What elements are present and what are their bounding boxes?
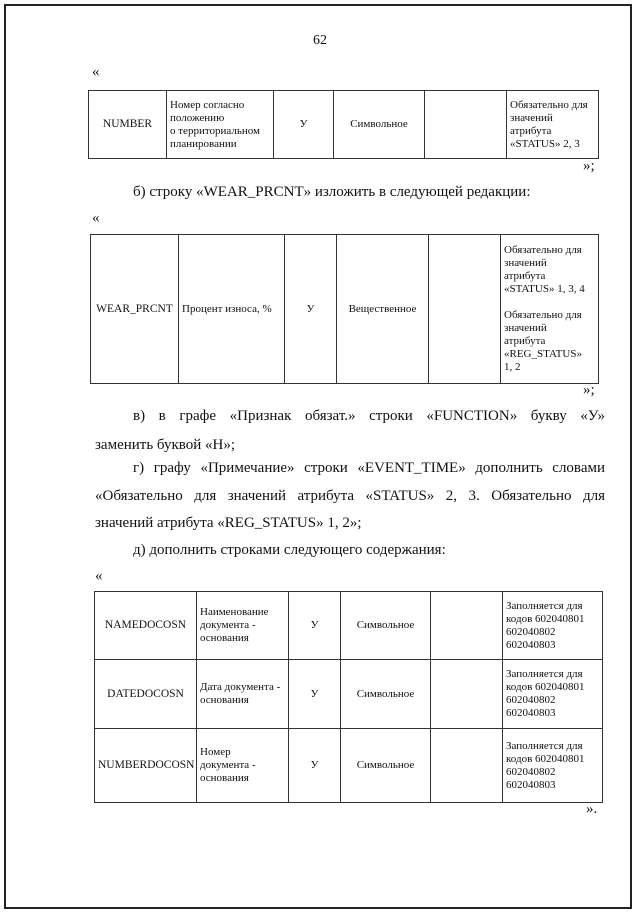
note-line: кодов 602040801 bbox=[506, 752, 585, 765]
note-line: Заполняется для bbox=[506, 668, 583, 680]
table-row bbox=[89, 91, 599, 159]
note-line: 602040803 bbox=[506, 707, 556, 719]
table-row bbox=[95, 660, 603, 729]
field-note bbox=[507, 91, 599, 159]
note-line: 602040803 bbox=[506, 638, 556, 651]
page-number: 62 bbox=[313, 33, 327, 48]
note-line: 602040802 bbox=[506, 694, 556, 706]
item-v-line1: в) в графе «Признак обязат.» строки «FUNCTION» букву «У» bbox=[133, 408, 605, 424]
field-name bbox=[197, 660, 289, 729]
note-line: Обязательно для bbox=[510, 98, 588, 111]
item-b: б) строку «WEAR_PRCNT» изложить в следующей редакции: bbox=[133, 184, 531, 200]
field-name bbox=[167, 91, 274, 159]
field-flag: У bbox=[285, 235, 337, 384]
item-v-line2: заменить буквой «Н»; bbox=[95, 437, 236, 453]
note-gap bbox=[504, 296, 595, 309]
open-quote: « bbox=[92, 210, 100, 226]
close-quote: »; bbox=[583, 382, 595, 398]
close-quote: ». bbox=[586, 801, 598, 817]
table-row bbox=[95, 592, 603, 660]
field-empty bbox=[431, 660, 503, 729]
note-line: Обязательно для bbox=[504, 244, 582, 256]
field-name-line: документа - bbox=[200, 759, 256, 771]
field-name bbox=[197, 729, 289, 803]
note-line: «STATUS» 1, 3, 4 bbox=[504, 283, 585, 295]
field-name-line: документа - bbox=[200, 619, 256, 631]
field-empty bbox=[431, 592, 503, 660]
field-name: Процент износа, % bbox=[179, 235, 285, 384]
note-line: 602040802 bbox=[506, 625, 556, 638]
field-name bbox=[197, 592, 289, 660]
note-line: атрибута bbox=[510, 124, 552, 137]
table-docosn bbox=[94, 591, 603, 803]
field-empty bbox=[431, 729, 503, 803]
field-code: WEAR_PRCNT bbox=[91, 235, 179, 384]
field-name-line: основания bbox=[200, 694, 249, 706]
item-d: д) дополнить строками следующего содержания: bbox=[133, 542, 446, 558]
note-line: атрибута bbox=[504, 335, 546, 347]
note-line: Обязательно для bbox=[504, 309, 582, 321]
note-line: 602040803 bbox=[506, 778, 556, 791]
table-row bbox=[91, 235, 599, 384]
field-type: Символьное bbox=[341, 729, 431, 803]
field-note bbox=[503, 592, 603, 660]
field-empty bbox=[425, 91, 507, 159]
note-line: Заполняется для bbox=[506, 739, 583, 752]
note-line: атрибута bbox=[504, 270, 546, 282]
note-line: значений bbox=[510, 111, 553, 124]
field-name-line: Номер согласно bbox=[170, 98, 245, 111]
field-type: Вещественное bbox=[337, 235, 429, 384]
note-line: Заполняется для bbox=[506, 599, 583, 612]
note-line: значений bbox=[504, 322, 547, 334]
field-code: NAMEDOCOSN bbox=[95, 592, 197, 660]
field-name-line: основания bbox=[200, 632, 249, 644]
open-quote: « bbox=[95, 568, 103, 584]
table-row bbox=[95, 729, 603, 803]
note-line: значений bbox=[504, 257, 547, 269]
field-flag: У bbox=[289, 592, 341, 660]
field-name-line: основания bbox=[200, 772, 249, 784]
field-name-line: планировании bbox=[170, 137, 237, 150]
field-name-line: Номер bbox=[200, 746, 231, 758]
table-number bbox=[88, 90, 599, 159]
field-flag: У bbox=[289, 729, 341, 803]
field-note bbox=[503, 729, 603, 803]
field-name-line: Наименование bbox=[200, 606, 269, 618]
field-type: Символьное bbox=[341, 592, 431, 660]
field-name-line: о территориальном bbox=[170, 124, 260, 137]
note-line: 602040802 bbox=[506, 765, 556, 778]
item-g-line3: значений атрибута «REG_STATUS» 1, 2»; bbox=[95, 515, 362, 531]
field-code: NUMBERDOCOSN bbox=[95, 729, 197, 803]
field-type: Символьное bbox=[334, 91, 425, 159]
field-flag: У bbox=[274, 91, 334, 159]
field-empty bbox=[429, 235, 501, 384]
close-quote: »; bbox=[583, 158, 595, 174]
field-name-line: Дата документа - bbox=[200, 681, 281, 693]
field-note bbox=[501, 235, 599, 384]
table-wear-prcnt bbox=[90, 234, 599, 384]
field-type: Символьное bbox=[341, 660, 431, 729]
open-quote: « bbox=[92, 64, 100, 80]
field-note bbox=[503, 660, 603, 729]
item-g-line1: г) графу «Примечание» строки «EVENT_TIME» дополнить словами bbox=[133, 460, 605, 476]
note-line: кодов 602040801 bbox=[506, 681, 585, 693]
field-code: NUMBER bbox=[89, 91, 167, 159]
item-g-line2: «Обязательно для значений атрибута «STATUS» 2, 3. Обязательно для bbox=[95, 488, 605, 504]
note-line: кодов 602040801 bbox=[506, 612, 585, 625]
field-code: DATEDOCOSN bbox=[95, 660, 197, 729]
field-name-line: положению bbox=[170, 111, 225, 124]
note-line: 1, 2 bbox=[504, 361, 521, 373]
note-line: «REG_STATUS» bbox=[504, 348, 582, 360]
field-flag: У bbox=[289, 660, 341, 729]
note-line: «STATUS» 2, 3 bbox=[510, 137, 580, 150]
